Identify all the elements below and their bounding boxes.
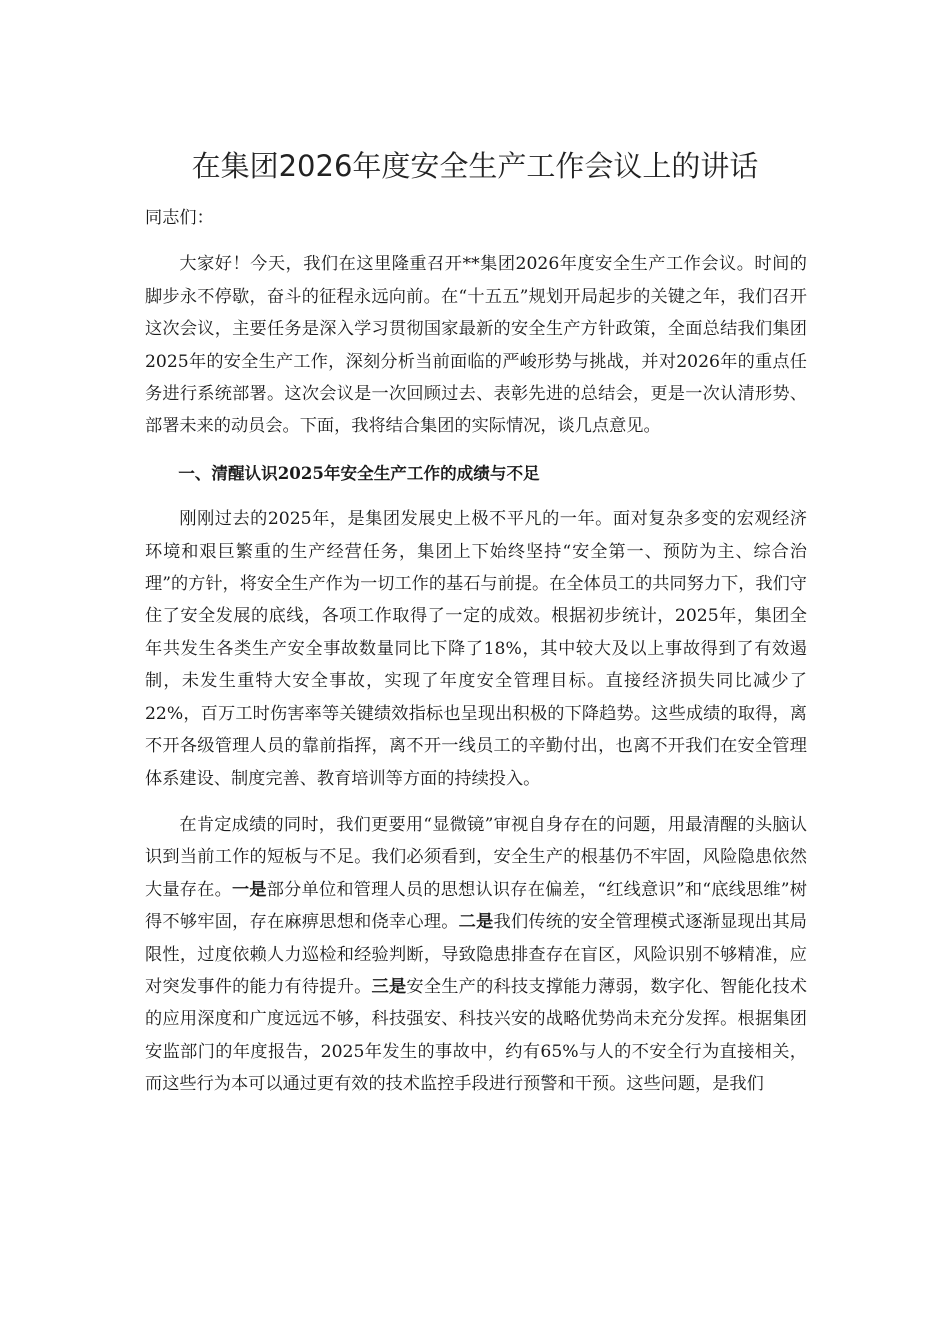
salutation: 同志们： [145,208,214,228]
point-text-1: 部分单位和管理人员的思想认识存在偏差，“红线意识”和“底线思维”树得不够牢固，存在麻痹思想和侥幸心理。 [145,879,807,933]
shortcomings-intro: 在肯定成绩的同时，我们更要用“显微镜”审视自身存在的问题，用最清醒的头脑认识到当前工作的短板与不足。我们必须看到，安全生产的根基仍不牢固，风险隐患依然大量存在。 [145,814,807,900]
paragraph-achievements: 刚刚过去的2025年，是集团发展史上极不平凡的一年。面对复杂多变的宏观经济环境和艰巨繁重的生产经营任务，集团上下始终坚持“安全第一、预防为主、综合治理”的方针，将安全生产作为一切工作的基石与前提。在全体员工的共同努力下，我们守住了安全发展的底线，各项工作取得了一定的成效。根据初步统计，2025年，集团全年共发生各类生产安全事故数量同比下降了18%，其中较大及以上事故得到了有效遏制，未发生重特大安全事故，实现了年度安全管理目标。直接经济损失同比减少了22%，百万工时伤害率等关键绩效指标也呈现出积极的下降趋势。这些成绩的取得，离不开各级管理人员的靠前指挥，离不开一线员工的辛勤付出，也离不开我们在安全管理体系建设、制度完善、教育培训等方面的持续投入。 [145,509,807,789]
point-label-3: 三是 [371,976,407,997]
paragraph-opening: 大家好！今天，我们在这里隆重召开**集团2026年度安全生产工作会议。时间的脚步永不停歇，奋斗的征程永远向前。在“十五五”规划开局起步的关键之年，我们召开这次会议，主要任务是深入学习贯彻国家最新的安全生产方针政策，全面总结我们集团2025年的安全生产工作，深刻分析当前面临的严峻形势与挑战，并对2026年的重点任务进行系统部署。这次会议是一次回顾过去、表彰先进的总结会，更是一次认清形势、部署未来的动员会。下面，我将结合集团的实际情况，谈几点意见。 [145,254,807,437]
point-label-1: 一是 [231,879,267,900]
point-label-2: 二是 [458,912,494,933]
section-heading-1: 一、清醒认识2025年安全生产工作的成绩与不足 [178,462,540,483]
paragraph-shortcomings [145,809,807,1101]
point-text-2: 我们传统的安全管理模式逐渐显现出其局限性，过度依赖人力巡检和经验判断，导致隐患排查存在盲区，风险识别不够精准，应对突发事件的能力有待提升。 [145,912,807,997]
document-body [145,202,807,1115]
point-text-3: 安全生产的科技支撑能力薄弱，数字化、智能化技术的应用深度和广度远远不够，科技强安、科技兴安的战略优势尚未充分发挥。根据集团安监部门的年度报告，2025年发生的事故中，约有65%与人的不安全行为直接相关，而这些行为本可以通过更有效的技术监控手段进行预警和干预。这些问题，是我们 [145,976,807,1095]
document-title: 在集团2026年度安全生产工作会议上的讲话 [191,149,759,183]
